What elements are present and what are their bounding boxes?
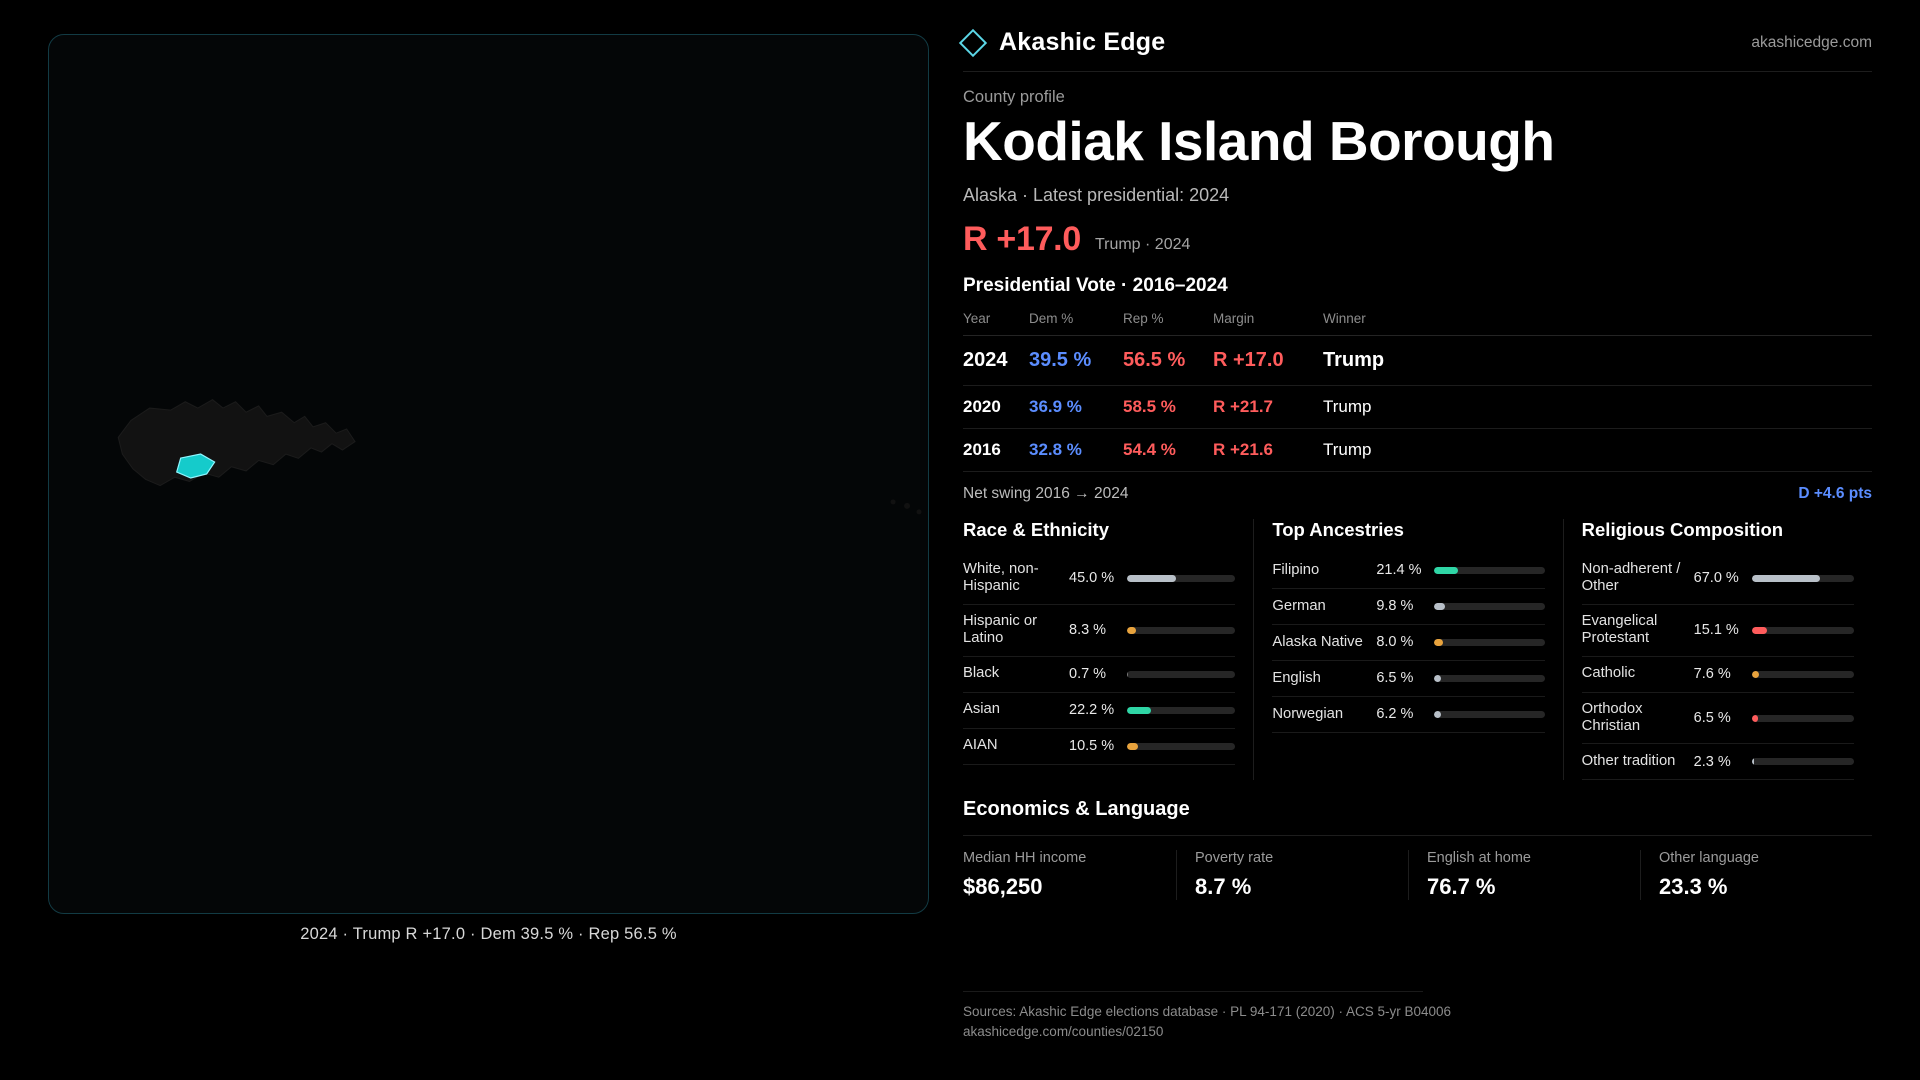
table-header-row bbox=[963, 311, 1872, 336]
econ-value: $86,250 bbox=[963, 874, 1043, 900]
list-item bbox=[1582, 657, 1854, 693]
stat-bar bbox=[1434, 711, 1544, 718]
stat-bar bbox=[1127, 743, 1235, 750]
stat-label: Alaska Native bbox=[1272, 633, 1363, 650]
row-dem: 36.9 % bbox=[1029, 385, 1123, 428]
top-ancestries-column bbox=[1253, 519, 1562, 781]
stat-value: 67.0 % bbox=[1693, 570, 1739, 587]
brand-url[interactable]: akashicedge.com bbox=[1751, 33, 1872, 51]
econ-label: English at home bbox=[1427, 850, 1531, 867]
brand-row bbox=[963, 28, 1872, 72]
row-year: 2016 bbox=[963, 428, 1029, 471]
stat-label: Hispanic or Latino bbox=[963, 612, 1038, 647]
econ-cell-other-language bbox=[1640, 850, 1872, 900]
row-dem: 32.8 % bbox=[1029, 428, 1123, 471]
econ-value: 76.7 % bbox=[1427, 874, 1496, 900]
list-item bbox=[963, 605, 1235, 657]
row-year: 2024 bbox=[963, 335, 1029, 385]
stat-bar bbox=[1434, 603, 1544, 610]
footer-sources bbox=[963, 991, 1872, 1043]
diamond-outline-icon bbox=[959, 28, 987, 56]
list-item bbox=[1582, 553, 1854, 605]
list-item bbox=[963, 657, 1235, 693]
ancestries-title: Top Ancestries bbox=[1272, 518, 1404, 540]
stat-label: White, non-Hispanic bbox=[963, 560, 1039, 595]
stat-value: 6.5 % bbox=[1693, 710, 1731, 727]
econ-label: Poverty rate bbox=[1195, 850, 1274, 867]
row-dem: 39.5 % bbox=[1029, 335, 1123, 385]
list-item bbox=[1582, 744, 1854, 780]
row-margin: R +21.6 bbox=[1213, 428, 1323, 471]
stat-value: 6.5 % bbox=[1376, 670, 1414, 687]
stat-label: Black bbox=[963, 665, 1000, 682]
stat-label: Orthodox Christian bbox=[1581, 700, 1643, 735]
alaska-map bbox=[49, 35, 928, 913]
stat-value: 2.3 % bbox=[1693, 753, 1731, 770]
row-year: 2020 bbox=[963, 385, 1029, 428]
stat-value: 45.0 % bbox=[1069, 570, 1115, 587]
list-item bbox=[963, 729, 1235, 765]
footer-divider bbox=[963, 991, 1423, 992]
table-row bbox=[963, 335, 1872, 385]
votes-section-title: Presidential Vote · 2016–2024 bbox=[963, 274, 1228, 296]
row-rep: 54.4 % bbox=[1123, 428, 1213, 471]
list-item bbox=[1272, 697, 1544, 733]
brand-name: Akashic Edge bbox=[999, 28, 1166, 56]
row-winner: Trump bbox=[1323, 428, 1872, 471]
economics-title: Economics & Language bbox=[963, 798, 1190, 821]
stat-bar bbox=[1752, 575, 1854, 582]
list-item bbox=[1272, 553, 1544, 589]
stat-bar bbox=[1434, 675, 1544, 682]
list-item bbox=[1272, 589, 1544, 625]
col-year: Year bbox=[963, 311, 1029, 336]
econ-value: 23.3 % bbox=[1659, 874, 1728, 900]
headline-margin-note: Trump · 2024 bbox=[1094, 235, 1191, 253]
stat-bar bbox=[1752, 715, 1854, 722]
col-rep: Rep % bbox=[1123, 311, 1213, 336]
stat-label: AIAN bbox=[963, 737, 998, 754]
map-caption: 2024 · Trump R +17.0 · Dem 39.5 % · Rep 56.5 % bbox=[300, 925, 677, 943]
stat-label: Catholic bbox=[1581, 665, 1636, 682]
stat-label: Non-adherent / Other bbox=[1581, 560, 1681, 595]
row-rep: 58.5 % bbox=[1123, 385, 1213, 428]
list-item bbox=[963, 553, 1235, 605]
col-winner: Winner bbox=[1323, 311, 1872, 336]
economics-grid bbox=[963, 835, 1872, 900]
stat-bar bbox=[1434, 639, 1544, 646]
page-title: Kodiak Island Borough bbox=[963, 110, 1555, 172]
stat-bar bbox=[1434, 567, 1544, 574]
econ-cell-median-income bbox=[963, 850, 1176, 900]
stat-value: 22.2 % bbox=[1069, 702, 1115, 719]
stat-value: 21.4 % bbox=[1376, 562, 1422, 579]
stat-value: 0.7 % bbox=[1069, 666, 1107, 683]
presidential-vote-table bbox=[963, 311, 1872, 472]
econ-value: 8.7 % bbox=[1195, 874, 1252, 900]
stat-label: Other tradition bbox=[1581, 753, 1676, 770]
row-margin: R +17.0 bbox=[1213, 335, 1323, 385]
col-margin: Margin bbox=[1213, 311, 1323, 336]
stat-label: English bbox=[1272, 669, 1321, 686]
stat-bar bbox=[1127, 627, 1235, 634]
stat-value: 8.0 % bbox=[1376, 634, 1414, 651]
table-row bbox=[963, 428, 1872, 471]
row-winner: Trump bbox=[1323, 335, 1872, 385]
race-ethnicity-column bbox=[963, 519, 1253, 781]
headline-margin-row bbox=[963, 220, 1872, 259]
stat-label: Evangelical Protestant bbox=[1581, 612, 1658, 647]
stat-bar bbox=[1127, 707, 1235, 714]
econ-cell-poverty-rate bbox=[1176, 850, 1408, 900]
stat-bar bbox=[1127, 671, 1235, 678]
net-swing-value: D +4.6 pts bbox=[1798, 484, 1872, 502]
econ-label: Other language bbox=[1659, 850, 1759, 867]
stat-label: Norwegian bbox=[1272, 705, 1344, 722]
econ-label: Median HH income bbox=[963, 850, 1087, 867]
kicker-label: County profile bbox=[963, 88, 1065, 106]
religious-composition-column bbox=[1563, 519, 1872, 781]
religion-title: Religious Composition bbox=[1581, 518, 1784, 540]
stat-bar bbox=[1752, 627, 1854, 634]
stat-bar bbox=[1127, 575, 1235, 582]
map-panel bbox=[0, 0, 945, 1080]
stat-label: German bbox=[1272, 597, 1326, 614]
stat-value: 8.3 % bbox=[1069, 622, 1107, 639]
row-rep: 56.5 % bbox=[1123, 335, 1213, 385]
list-item bbox=[1582, 605, 1854, 657]
stat-value: 9.8 % bbox=[1376, 598, 1414, 615]
list-item bbox=[1272, 625, 1544, 661]
col-dem: Dem % bbox=[1029, 311, 1123, 336]
stat-label: Filipino bbox=[1272, 561, 1320, 578]
race-title: Race & Ethnicity bbox=[963, 518, 1109, 540]
page-subtitle: Alaska · Latest presidential: 2024 bbox=[963, 184, 1230, 205]
stat-bar bbox=[1752, 671, 1854, 678]
table-row bbox=[963, 385, 1872, 428]
stat-value: 15.1 % bbox=[1693, 622, 1739, 639]
map-frame[interactable] bbox=[48, 34, 929, 914]
profile-panel bbox=[945, 0, 1920, 1080]
demographics-columns bbox=[963, 519, 1872, 781]
stat-label: Asian bbox=[963, 701, 1001, 718]
stat-value: 6.2 % bbox=[1376, 706, 1414, 723]
economics-section bbox=[963, 798, 1872, 900]
net-swing-label: Net swing 2016 → 2024 bbox=[963, 484, 1129, 502]
stat-value: 7.6 % bbox=[1693, 666, 1731, 683]
list-item bbox=[1272, 661, 1544, 697]
sources-text: Sources: Akashic Edge elections database · PL 94-171 (2020) · ACS 5-yr B04006 bbox=[963, 1003, 1452, 1019]
stat-value: 10.5 % bbox=[1069, 738, 1115, 755]
stat-bar bbox=[1752, 758, 1854, 765]
permalink-text[interactable]: akashicedge.com/counties/02150 bbox=[963, 1023, 1164, 1039]
econ-cell-english-at-home bbox=[1408, 850, 1640, 900]
net-swing-row bbox=[963, 485, 1872, 509]
list-item bbox=[1582, 693, 1854, 745]
row-winner: Trump bbox=[1323, 385, 1872, 428]
headline-margin: R +17.0 bbox=[963, 219, 1081, 258]
list-item bbox=[963, 693, 1235, 729]
row-margin: R +21.7 bbox=[1213, 385, 1323, 428]
